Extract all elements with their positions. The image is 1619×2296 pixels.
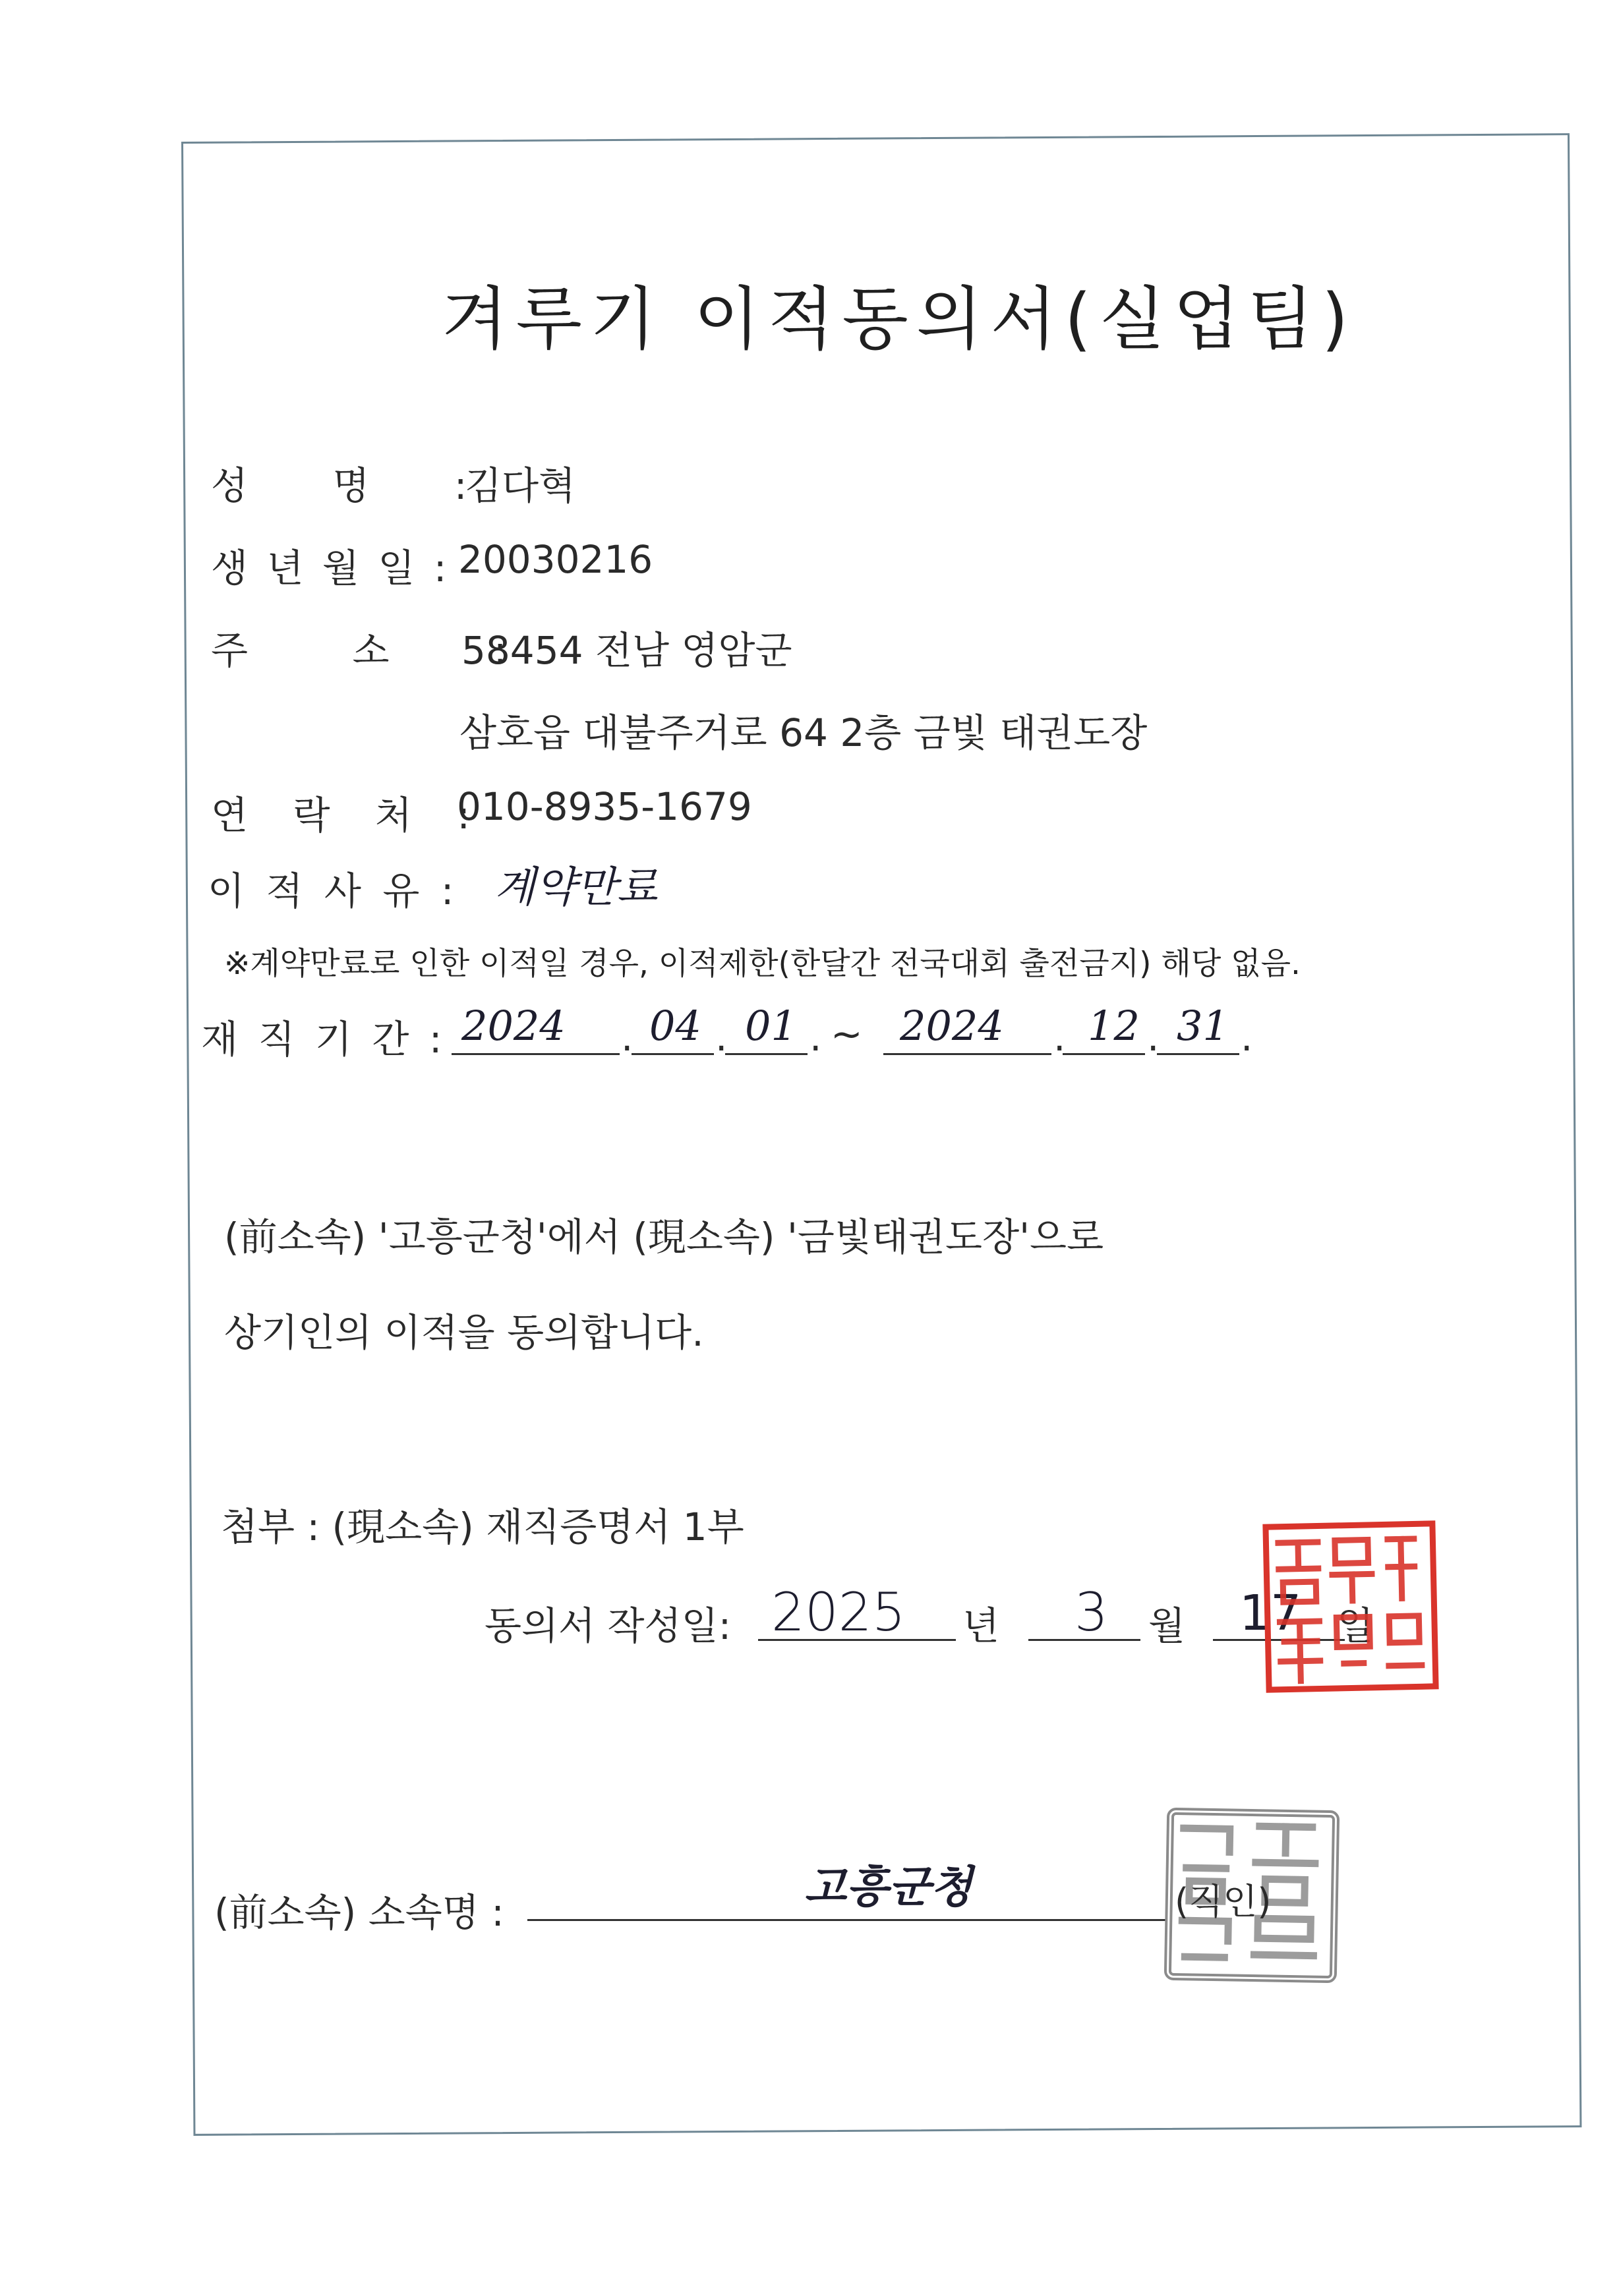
- seal-mark-text: (직인): [1175, 1881, 1272, 1922]
- tenure-dot: .: [715, 1015, 728, 1060]
- reason-value-handwritten: 계약만료: [494, 863, 658, 912]
- birth-label: 생 년 월 일 :: [211, 546, 447, 590]
- tenure-end-day: 31: [1177, 1002, 1229, 1050]
- current-org-seal-stamp: [1262, 1520, 1438, 1692]
- statement-line1: (前소속) '고흥군청'에서 (現소속) '금빛태권도장'으로: [224, 1215, 1104, 1259]
- tenure-end-month: 12: [1088, 1002, 1140, 1050]
- tenure-dot: .: [621, 1015, 633, 1060]
- document-title: 겨루기 이적동의서(실업팀): [442, 279, 1357, 359]
- date-month-unit: 월: [1148, 1603, 1186, 1648]
- tenure-start-day-line: [725, 1053, 808, 1055]
- tenure-dot: .: [1147, 1015, 1160, 1060]
- tenure-end-year: 2024: [900, 1002, 1004, 1050]
- date-day: 17: [1239, 1585, 1302, 1642]
- former-affiliation-label: (前소속) 소속명 :: [214, 1890, 504, 1935]
- tenure-dot: .: [1241, 1015, 1253, 1060]
- contact-label: 연 락 처 :: [211, 793, 470, 838]
- tenure-start-year-line: [452, 1053, 620, 1055]
- tenure-label: 재 직 기 간 :: [201, 1017, 442, 1062]
- tenure-start-month-line: [632, 1053, 714, 1055]
- tenure-end-month-line: [1063, 1053, 1145, 1055]
- tenure-start-day: 01: [745, 1002, 797, 1050]
- birth-value: 20030216: [458, 537, 653, 582]
- date-day-unit: 일: [1337, 1603, 1374, 1648]
- tenure-start-year: 2024: [461, 1002, 566, 1050]
- reason-label: 이 적 사 유 :: [208, 869, 454, 913]
- date-month: 3: [1074, 1582, 1108, 1643]
- date-label: 동의서 작성일:: [485, 1603, 732, 1648]
- tenure-dot: .: [810, 1015, 822, 1060]
- attachment-text: 첨부 : (現소속) 재직증명서 1부: [221, 1505, 744, 1549]
- date-year-unit: 년: [962, 1603, 1000, 1648]
- tenure-start-month: 04: [649, 1002, 701, 1050]
- statement-line2: 상기인의 이적을 동의합니다.: [224, 1310, 704, 1355]
- tenure-end-year-line: [883, 1053, 1051, 1055]
- current-org-seal-glyphs: [1269, 1526, 1433, 1686]
- name-label: 성 명 :: [211, 463, 467, 508]
- former-affiliation-line: [527, 1919, 1167, 1921]
- tenure-tilde: ~: [831, 1012, 863, 1056]
- transfer-note: ※계약만료로 인한 이적일 경우, 이적제한(한달간 전국대회 출전금지) 해당 없음.: [224, 946, 1301, 982]
- date-year: 2025: [771, 1582, 906, 1643]
- address-line1: 58454 전남 영암군: [461, 628, 792, 673]
- name-value: 김다혁: [465, 463, 576, 508]
- tenure-dot: .: [1053, 1015, 1066, 1060]
- address-line2: 삼호읍 대불주거로 64 2층 금빛 태권도장: [459, 710, 1148, 755]
- tenure-end-day-line: [1157, 1053, 1239, 1055]
- former-affiliation-value: 고흥군청: [804, 1861, 973, 1912]
- contact-value: 010-8935-1679: [457, 784, 752, 829]
- address-label: 주 소 :: [211, 628, 507, 673]
- document-border: [181, 133, 1581, 2136]
